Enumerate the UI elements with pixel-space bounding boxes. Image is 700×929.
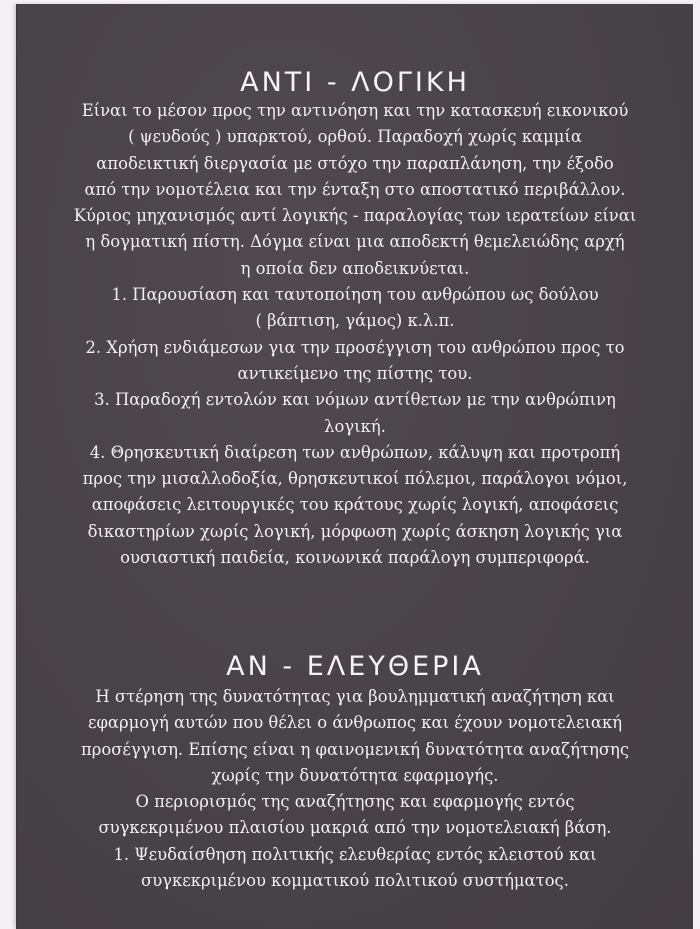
list-item-continuation: προς την μισαλλοδοξία, θρησκευτικοί πόλεμοι, παράλογοι νόμοι, [82, 469, 628, 489]
list-item: 4. Θρησκευτική διαίρεση των ανθρώπων, κάλυψη και προτροπή [89, 442, 621, 462]
section-title-anti-logiki: ΑΝΤΙ - ΛΟΓΙΚΗ [240, 67, 470, 98]
text-line: συγκεκριμένου πλαισίου μακριά από την νομοτελειακή βάση. [98, 818, 612, 838]
text-line: εφαρμογή αυτών που θέλει ο άνθρωπος και έχουν νομοτελειακή [87, 713, 623, 733]
list-item-continuation: αποφάσεις λειτουργικές του κράτους χωρίς λογική, αποφάσεις [91, 495, 619, 515]
list-item-continuation: λογική. [324, 416, 386, 436]
text-line: χωρίς την δυνατότητα εφαρμογής. [211, 765, 499, 785]
text-line: η δογματική πίστη. Δόγμα είναι μια αποδεκτή θεμελειώδης αρχή [85, 232, 625, 252]
text-line: από την νομοτέλεια και την ένταξη στο αποστατικό περιβάλλον. [84, 179, 626, 199]
section-title-an-eleftheria: ΑΝ - ΕΛΕΥΘΕΡΙΑ [226, 651, 484, 682]
text-line: Είναι το μέσον προς την αντινόηση και την κατασκευή εικονικού [81, 101, 629, 120]
list-item: 1. Παρουσίαση και ταυτοποίηση του ανθρώπου ως δούλου [111, 285, 599, 305]
list-item: 3. Παραδοχή εντολών και νόμων αντίθετων με την ανθρώπινη [94, 390, 616, 410]
list-item-continuation: ( βάπτιση, γάμος) κ.λ.π. [255, 311, 455, 331]
text-line: αποδεικτική διεργασία με στόχο την παραπλάνηση, την έξοδο [96, 153, 614, 173]
text-line: η οποία δεν αποδεικνύεται. [240, 258, 470, 278]
text-line: Κύριος μηχανισμός αντί λογικής - παραλογίας των ιερατείων είναι [73, 206, 637, 226]
text-line: Ο περιορισμός της αναζήτησης και εφαρμογής εντός [135, 792, 575, 812]
list-item-continuation: ουσιαστική παιδεία, κοινωνικά παράλογη συμπεριφορά. [120, 548, 590, 568]
document-page [16, 4, 693, 929]
list-item: 2. Χρήση ενδιάμεσων για την προσέγγιση του ανθρώπου προς το [85, 337, 625, 357]
list-item-continuation: δικαστηρίων χωρίς λογική, μόρφωση χωρίς άσκηση λογικής για [87, 521, 623, 541]
text-line: ( ψευδούς ) υπαρκτού, ορθού. Παραδοχή χωρίς καμμία [128, 127, 582, 147]
list-item-continuation: συγκεκριμένου κομματικού πολιτικού συστήματος. [141, 871, 569, 891]
list-item: 1. Ψευδαίσθηση πολιτικής ελευθερίας εντός κλειστού και [113, 844, 597, 864]
section-body-an-eleftheria [17, 684, 693, 894]
section-body-anti-logiki [17, 98, 693, 571]
text-line: προσέγγιση. Επίσης είναι η φαινομενική δυνατότητα αναζήτησης [80, 739, 630, 759]
list-item-continuation: αντικείμενο της πίστης του. [237, 363, 473, 383]
text-line: Η στέρηση της δυνατότητας για βουλημματική αναζήτηση και [95, 687, 615, 706]
